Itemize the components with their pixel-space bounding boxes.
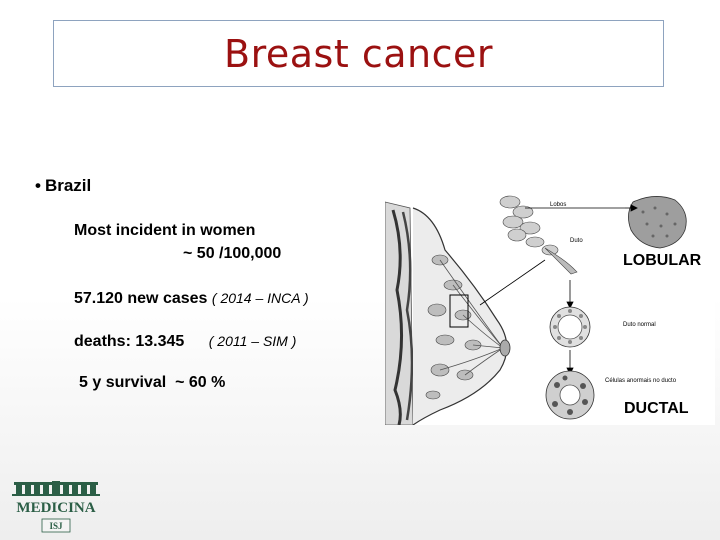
label-abnormal-cells: Células anormais no ducto — [605, 378, 677, 384]
line-most-incident: Most incident in women — [74, 222, 256, 239]
deaths-value: deaths: 13.345 — [74, 333, 185, 350]
new-cases-value: 57.120 new cases — [74, 290, 208, 307]
logo-subtext: ISJ — [49, 521, 63, 531]
medicina-logo — [6, 472, 106, 534]
label-lobes: Lobos — [550, 202, 567, 208]
new-cases-source: ( 2014 – INCA ) — [211, 290, 309, 306]
deaths-source: ( 2011 – SIM ) — [208, 333, 297, 349]
bullet-dot-icon: • — [35, 176, 41, 195]
title-box — [53, 20, 664, 87]
line-incidence-rate: ~ 50 /100,000 — [183, 245, 282, 262]
line-new-cases — [74, 290, 309, 308]
bullet-brazil — [35, 176, 91, 196]
logo-text: MEDICINA — [16, 500, 96, 516]
slide-title: Breast cancer — [224, 31, 493, 76]
building-icon — [12, 481, 100, 496]
bullet-label: Brazil — [44, 176, 92, 195]
label-normal-duct: Duto normal — [623, 322, 656, 328]
label-ductal: DUCTAL — [624, 400, 689, 417]
label-lobular: LOBULAR — [623, 252, 702, 269]
label-duct: Duto — [570, 238, 583, 244]
line-survival: 5 y survival ~ 60 % — [79, 374, 226, 391]
line-deaths — [74, 333, 296, 351]
breast-anatomy-illustration — [385, 190, 715, 425]
